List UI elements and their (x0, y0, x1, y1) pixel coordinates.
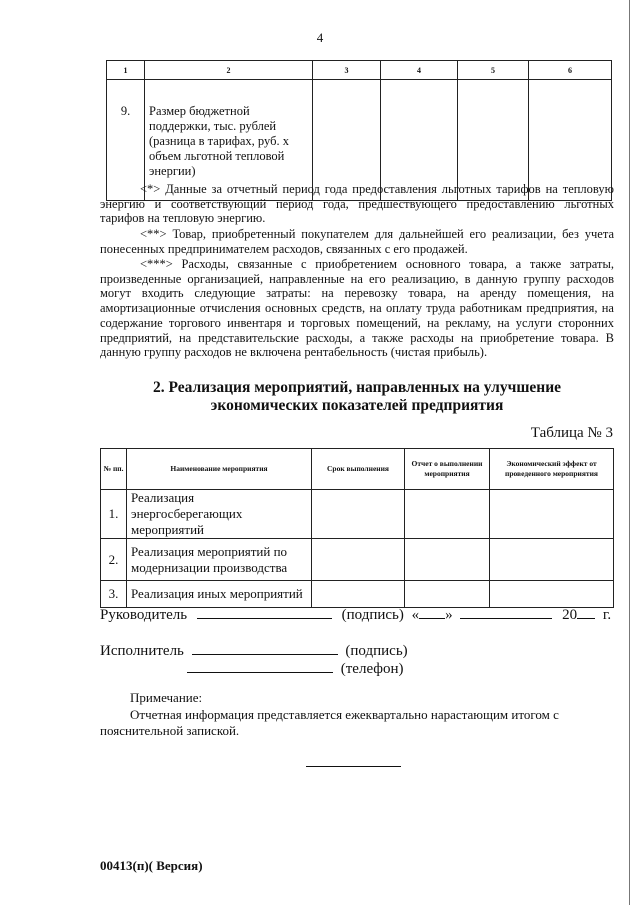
quote-open: « (411, 607, 420, 623)
table-caption: Таблица № 3 (530, 425, 613, 441)
row-number: 2. (101, 539, 127, 581)
footnote-2: <**> Товар, приобретенный покупателем для дальнейшей его реализации, без учета понесенных предпринимателем расходов, связанных с его продажей. (100, 227, 614, 256)
column-header: Экономический эффект от проведенного мероприятия (490, 449, 614, 490)
column-header: № пп. (101, 449, 127, 490)
executor-phone-field[interactable] (187, 658, 333, 673)
row-number: 9. (107, 80, 145, 201)
executor-signature-line (100, 640, 408, 660)
signature-label: (подпись) (341, 607, 404, 623)
column-header: Срок выполнения (312, 449, 405, 490)
column-header: Отчет о выполнении мероприятия (405, 449, 490, 490)
page-edge (629, 0, 630, 905)
head-signature-line (100, 604, 611, 624)
page-number: 4 (316, 30, 324, 45)
column-header: Наименование мероприятия (127, 449, 312, 490)
table-cell (405, 490, 490, 539)
section-title-line: экономических показателей предприятия (210, 397, 504, 414)
form-version-code: 00413(п)( Версия) (100, 858, 203, 873)
table-cell (405, 539, 490, 581)
section-title-line: 2. Реализация мероприятий, направленных на улучшение (152, 379, 562, 396)
column-header: 2 (145, 61, 313, 80)
table-header-row (107, 61, 612, 80)
table-cell (490, 539, 614, 581)
row-number: 3. (101, 581, 127, 608)
row-name: Реализация энергосберегающих мероприятий (127, 490, 312, 539)
footnote-3: <***> Расходы, связанные с приобретением основного товара, а также затраты, произведенные организацией, направленные на его реализацию, в данную группу расходов могут входить следующие затраты: на перевозку товара, на аренду помещения, на амортизационные отчисления основных средств, на оплату труда работникам предприятия, на содержание торгового инвентаря и торговых помещений, на рекламу, на услуги сторонних предприятий, на представительские расходы, а также расходы на приобретение товара. В данную группу расходов не включена рентабельность (чистая прибыль). (100, 257, 614, 360)
executor-signature-field[interactable] (192, 640, 338, 655)
divider (306, 766, 401, 767)
year-field[interactable] (577, 604, 595, 619)
note-text: Отчетная информация представляется ежеквартально нарастающим итогом с пояснительной запиской. (100, 707, 559, 738)
table-row (101, 490, 614, 539)
executor-phone-line (187, 658, 404, 678)
table-row (101, 539, 614, 581)
column-header: 1 (107, 61, 145, 80)
note-title: Примечание: (130, 690, 203, 705)
table-cell (490, 490, 614, 539)
column-header: 3 (313, 61, 381, 80)
table-measures (100, 448, 614, 608)
quote-close: » (445, 607, 453, 623)
month-field[interactable] (460, 604, 552, 619)
table-budget-support (106, 60, 612, 201)
signature-label: (подпись) (345, 643, 408, 659)
row-name: Реализация иных мероприятий (127, 581, 312, 608)
year-prefix: 20 (562, 607, 578, 623)
day-field[interactable] (419, 604, 445, 619)
column-header: 5 (458, 61, 529, 80)
table-cell (312, 490, 405, 539)
footnote-1: <*> Данные за отчетный период года предоставления льготных тарифов на тепловую энергию и соответствующий период года, предшествующего предоставлению льготных тарифов на тепловую энергию. (100, 182, 614, 226)
table-header-row (101, 449, 614, 490)
year-suffix: г. (602, 607, 612, 623)
row-label: Размер бюджетной поддержки, тыс. рублей (разница в тарифах, руб. х объем льготной тепловой энергии) (145, 80, 313, 201)
table-cell (312, 539, 405, 581)
column-header: 4 (381, 61, 458, 80)
phone-label: (телефон) (340, 661, 404, 677)
executor-label: Исполнитель (100, 643, 184, 659)
head-signature-field[interactable] (197, 604, 332, 619)
section-title (100, 379, 614, 415)
head-label: Руководитель (100, 607, 188, 623)
row-name: Реализация мероприятий по модернизации производства (127, 539, 312, 581)
column-header: 6 (529, 61, 612, 80)
row-number: 1. (101, 490, 127, 539)
